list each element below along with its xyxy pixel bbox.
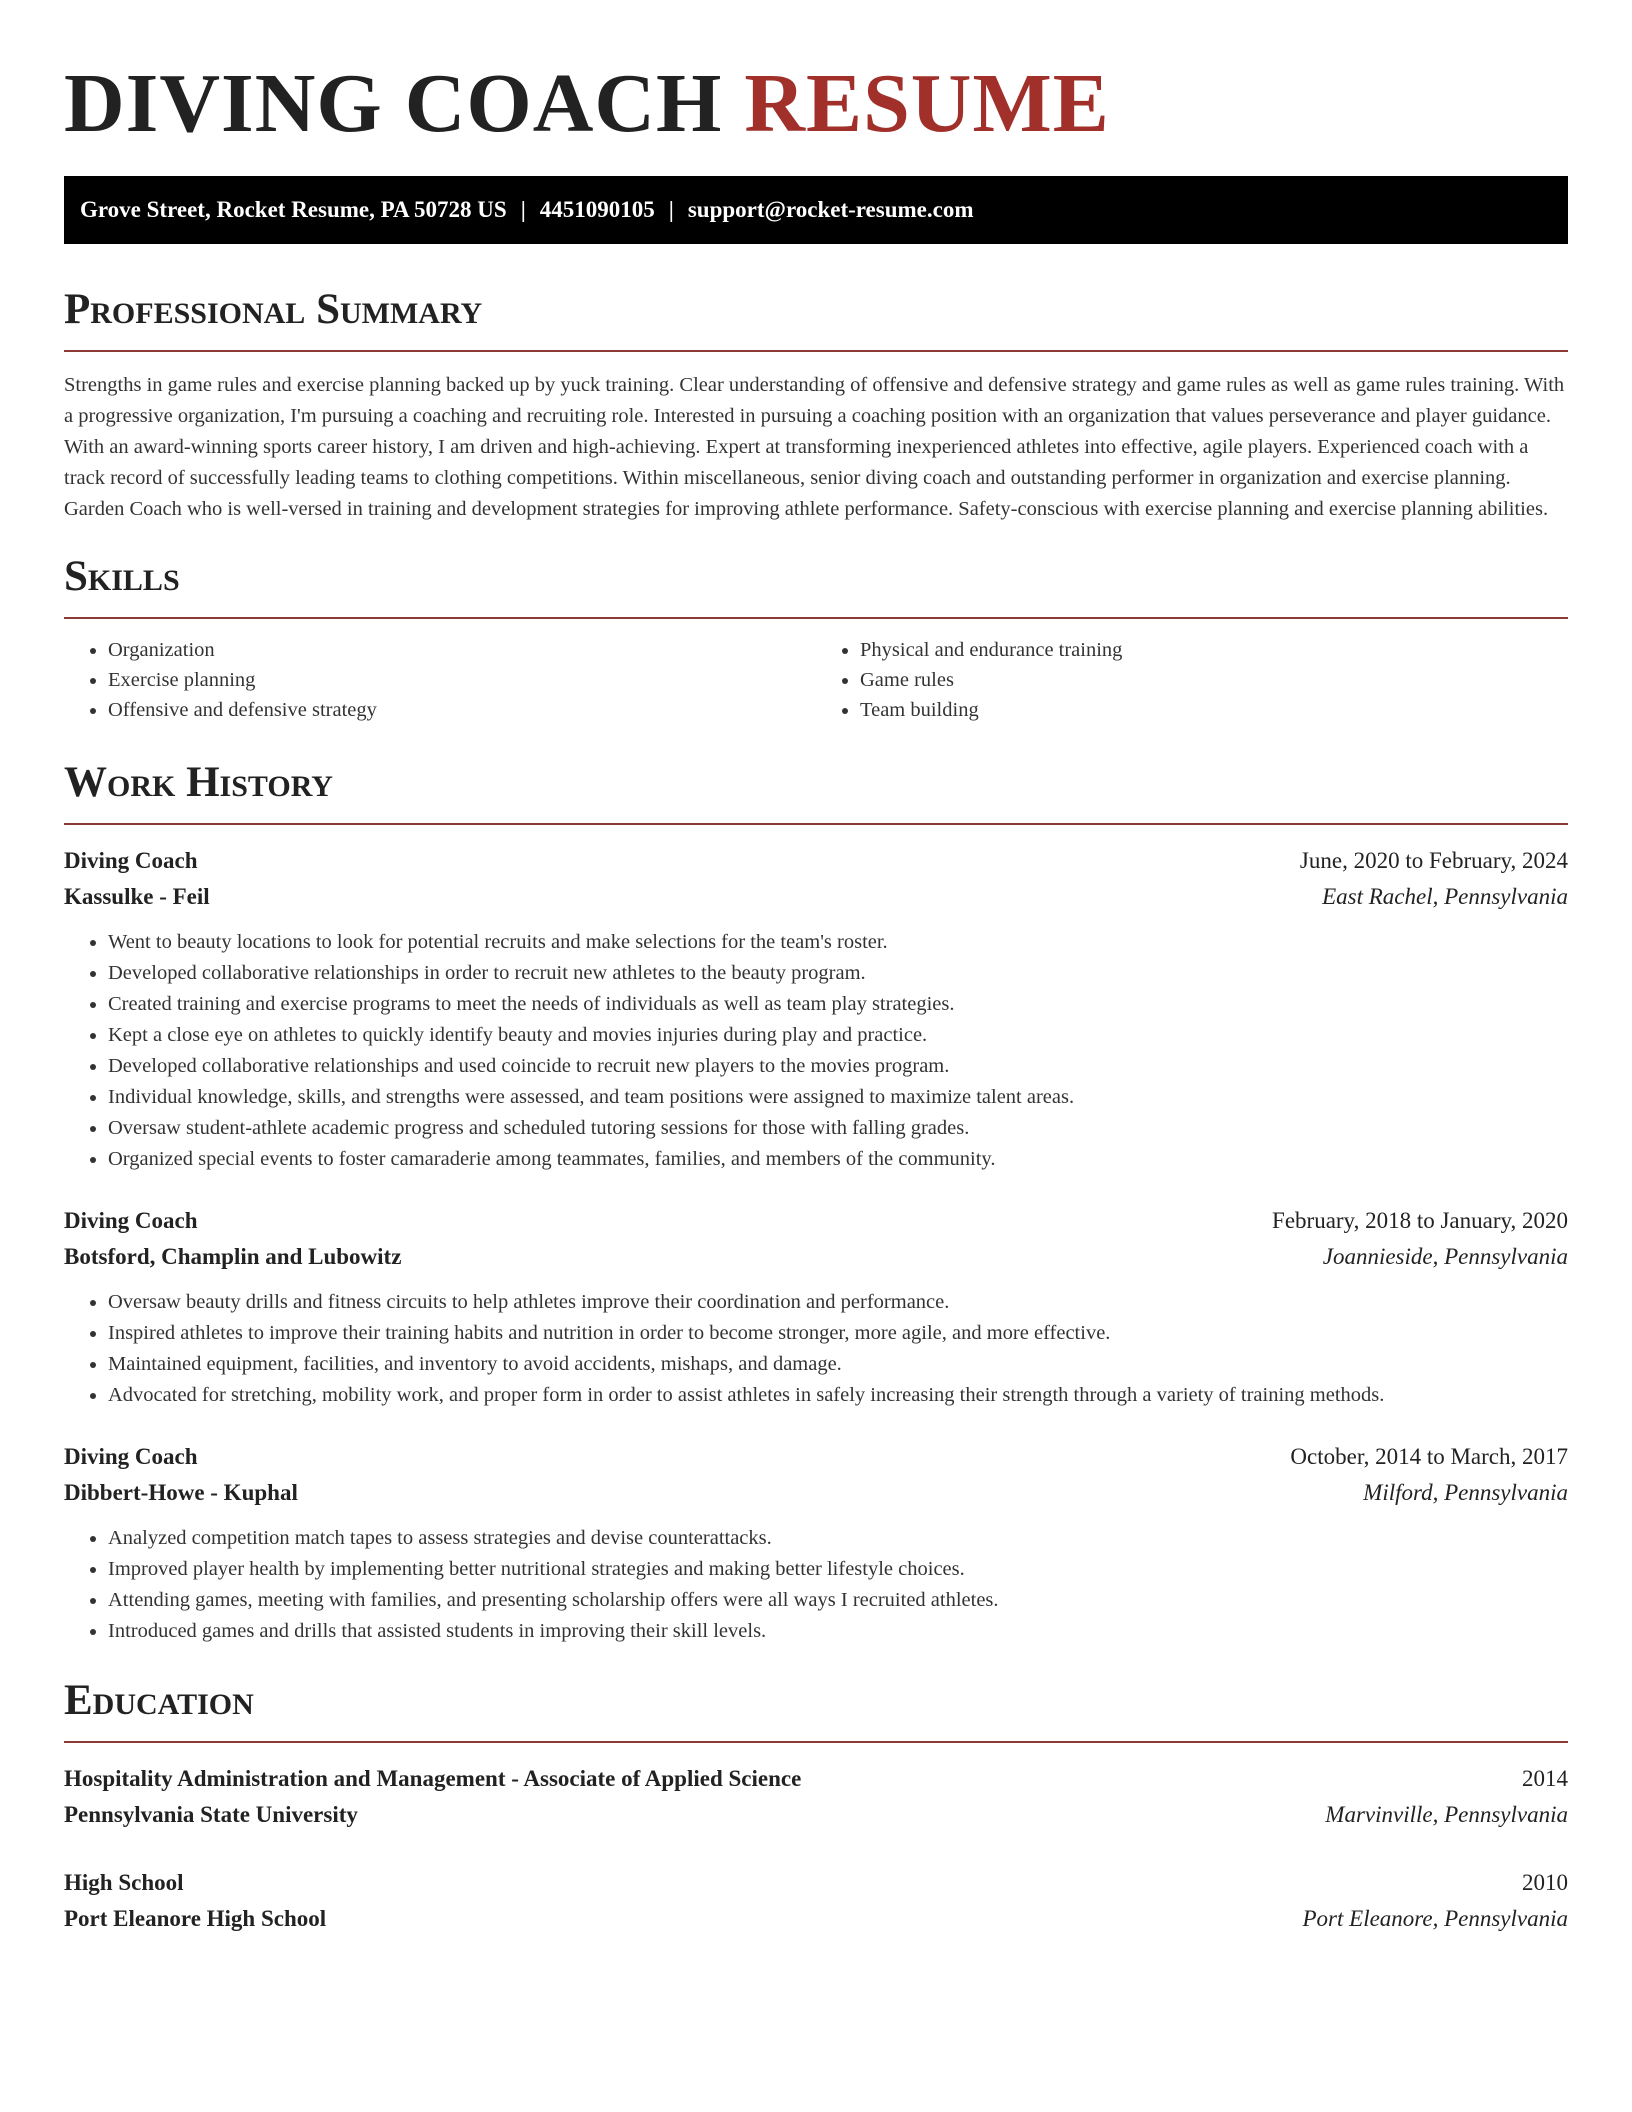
list-item: • Analyzed competition match tapes to assess strategies and devise counterattacks.	[108, 1523, 1568, 1554]
education-school: Port Eleanore High School	[64, 1906, 327, 1931]
job-title: Diving Coach	[64, 848, 198, 873]
job-entry	[64, 1439, 1568, 1647]
skill-item: • Exercise planning	[108, 665, 816, 695]
list-item: • Developed collaborative relationships and used coincide to recruit new players to the movies program.	[108, 1051, 1568, 1082]
list-item: • Advocated for stretching, mobility work, and proper form in order to assist athletes in safely increasing their strength through a variety of training methods.	[108, 1380, 1568, 1411]
education-degree: Hospitality Administration and Management - Associate of Applied Science	[64, 1766, 802, 1791]
job-title: Diving Coach	[64, 1444, 198, 1469]
list-item: • Maintained equipment, facilities, and inventory to avoid accidents, mishaps, and damage.	[108, 1349, 1568, 1380]
list-item: • Created training and exercise programs to meet the needs of individuals as well as team play strategies.	[108, 989, 1568, 1020]
job-dates: June, 2020 to February, 2024	[1299, 848, 1568, 873]
education-heading: Education	[64, 1677, 254, 1724]
section-divider	[64, 823, 1568, 825]
education-school-row	[64, 1797, 1568, 1833]
education-header-row	[64, 1761, 1568, 1797]
list-item: • Oversaw beauty drills and fitness circuits to help athletes improve their coordination and performance.	[108, 1287, 1568, 1318]
contact-bar	[64, 176, 1568, 244]
job-location: Joannieside, Pennsylvania	[1322, 1244, 1568, 1269]
section-divider	[64, 350, 1568, 352]
job-entry	[64, 1203, 1568, 1411]
skills-heading: Skills	[64, 553, 180, 600]
list-item: • Organized special events to foster camaraderie among teammates, families, and members of the community.	[108, 1144, 1568, 1175]
skills-column-left	[64, 635, 816, 725]
list-item: • Improved player health by implementing better nutritional strategies and making better lifestyle choices.	[108, 1554, 1568, 1585]
job-company-row	[64, 879, 1568, 915]
education-location: Marvinville, Pennsylvania	[1325, 1802, 1568, 1827]
education-section	[64, 1675, 1568, 1937]
list-item: • Inspired athletes to improve their training habits and nutrition in order to become stronger, more agile, and more effective.	[108, 1318, 1568, 1349]
job-company-row	[64, 1475, 1568, 1511]
job-dates: February, 2018 to January, 2020	[1272, 1208, 1568, 1233]
title-accent: RESUME	[744, 57, 1110, 150]
list-item: • Went to beauty locations to look for potential recruits and make selections for the team's roster.	[108, 927, 1568, 958]
skill-item: • Organization	[108, 635, 816, 665]
job-header-row	[64, 843, 1568, 879]
list-item: • Individual knowledge, skills, and strengths were assessed, and team positions were assigned to maximize talent areas.	[108, 1082, 1568, 1113]
job-entry	[64, 843, 1568, 1175]
contact-phone[interactable]: 4451090105	[539, 197, 655, 222]
work-section	[64, 757, 1568, 1647]
job-location: Milford, Pennsylvania	[1363, 1480, 1568, 1505]
education-degree: High School	[64, 1870, 184, 1895]
skills-section	[64, 551, 1568, 725]
list-item: • Introduced games and drills that assisted students in improving their skill levels.	[108, 1616, 1568, 1647]
contact-email[interactable]: support@rocket-resume.com	[687, 197, 974, 222]
summary-section	[64, 284, 1568, 525]
job-company-row	[64, 1239, 1568, 1275]
job-dates: October, 2014 to March, 2017	[1290, 1444, 1568, 1469]
skills-column-right	[816, 635, 1568, 725]
job-company: Kassulke - Feil	[64, 884, 210, 909]
skill-item: • Team building	[860, 695, 1568, 725]
education-school-row	[64, 1901, 1568, 1937]
education-school: Pennsylvania State University	[64, 1802, 358, 1827]
education-header-row	[64, 1865, 1568, 1901]
job-location: East Rachel, Pennsylvania	[1322, 884, 1568, 909]
resume-title	[64, 0, 1568, 176]
list-item: • Developed collaborative relationships in order to recruit new athletes to the beauty program.	[108, 958, 1568, 989]
list-item: • Attending games, meeting with families, and presenting scholarship offers were all ways I recruited athletes.	[108, 1585, 1568, 1616]
education-entry	[64, 1761, 1568, 1833]
job-bullets	[64, 927, 1568, 1175]
skill-item: • Game rules	[860, 665, 1568, 695]
contact-address: Grove Street, Rocket Resume, PA 50728 US	[80, 197, 507, 222]
education-year: 2010	[1522, 1870, 1568, 1895]
job-company: Botsford, Champlin and Lubowitz	[64, 1244, 402, 1269]
education-location: Port Eleanore, Pennsylvania	[1302, 1906, 1568, 1931]
skills-list	[64, 635, 1568, 725]
contact-separator: |	[520, 197, 526, 222]
section-divider	[64, 617, 1568, 619]
skill-item: • Offensive and defensive strategy	[108, 695, 816, 725]
job-company: Dibbert-Howe - Kuphal	[64, 1480, 298, 1505]
contact-separator: |	[668, 197, 674, 222]
job-bullets	[64, 1523, 1568, 1647]
list-item: • Oversaw student-athlete academic progress and scheduled tutoring sessions for those with falling grades.	[108, 1113, 1568, 1144]
job-title: Diving Coach	[64, 1208, 198, 1233]
job-header-row	[64, 1439, 1568, 1475]
job-bullets	[64, 1287, 1568, 1411]
education-year: 2014	[1522, 1766, 1568, 1791]
list-item: • Kept a close eye on athletes to quickly identify beauty and movies injuries during play and practice.	[108, 1020, 1568, 1051]
summary-text: Strengths in game rules and exercise planning backed up by yuck training. Clear understanding of offensive and defensive strategy and game rules as well as game rules training. With a progressive organization, I'm pursuing a coaching and recruiting role. Interested in pursuing a coaching position with an organization that values perseverance and player guidance. With an award-winning sports career history, I am driven and high-achieving. Expert at transforming inexperienced athletes into effective, agile players. Experienced coach with a track record of successfully leading teams to clothing competitions. Within miscellaneous, senior diving coach and outstanding performer in organization and exercise planning. Garden Coach who is well-versed in training and development strategies for improving athlete performance. Safety-conscious with exercise planning and exercise planning abilities.	[64, 374, 1565, 520]
section-divider	[64, 1741, 1568, 1743]
summary-heading: Professional Summary	[64, 286, 483, 333]
title-main: DIVING COACH	[64, 57, 723, 150]
job-header-row	[64, 1203, 1568, 1239]
skill-item: • Physical and endurance training	[860, 635, 1568, 665]
education-entry	[64, 1865, 1568, 1937]
work-heading: Work History	[64, 759, 333, 806]
